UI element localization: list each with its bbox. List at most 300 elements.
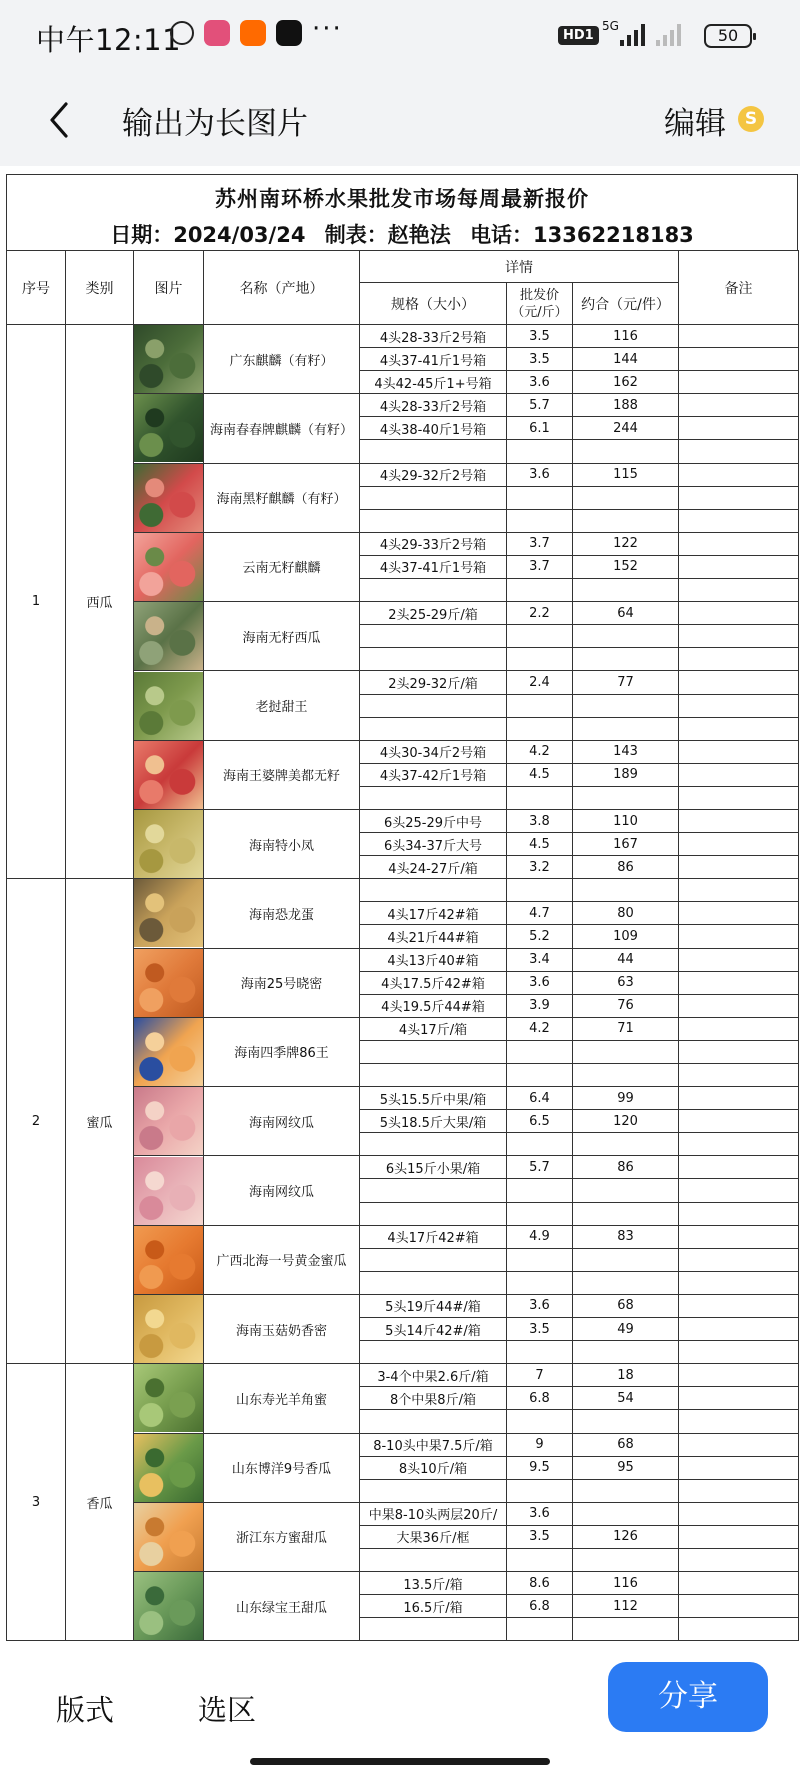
cell-spec — [360, 625, 507, 648]
cell-remark — [679, 1064, 799, 1087]
cell-spec: 4头28-33斤2号箱 — [360, 325, 507, 348]
cell-spec: 8-10头中果7.5斤/箱 — [360, 1433, 507, 1456]
fruit-photo — [134, 810, 203, 878]
cell-price: 3.7 — [507, 532, 573, 555]
cell-spec — [360, 486, 507, 509]
cell-per-box: 126 — [573, 1525, 679, 1548]
cell-spec: 4头37-41斤1号箱 — [360, 555, 507, 578]
cell-per-box: 167 — [573, 833, 679, 856]
hd-badge: HD1 — [558, 26, 599, 45]
cell-remark — [679, 1248, 799, 1271]
product-image — [134, 1017, 204, 1086]
fruit-photo — [134, 1087, 203, 1155]
cell-per-box — [573, 1271, 679, 1294]
cell-price: 3.7 — [507, 555, 573, 578]
cell-price — [507, 1271, 573, 1294]
cell-remark — [679, 1618, 799, 1641]
signal-icon — [620, 22, 645, 46]
cell-per-box — [573, 440, 679, 463]
cell-price — [507, 648, 573, 671]
fruit-photo — [134, 325, 203, 393]
cell-price — [507, 1341, 573, 1364]
cell-per-box — [573, 1410, 679, 1433]
cell-per-box — [573, 648, 679, 671]
cell-price: 5.2 — [507, 925, 573, 948]
cell-per-box — [573, 1179, 679, 1202]
cell-remark — [679, 1271, 799, 1294]
cell-per-box — [573, 1202, 679, 1225]
cell-spec: 4头13斤40#箱 — [360, 948, 507, 971]
cell-remark — [679, 1525, 799, 1548]
cell-per-box: 112 — [573, 1595, 679, 1618]
cell-spec: 6头25-29斤中号 — [360, 809, 507, 832]
product-image — [134, 1156, 204, 1225]
coin-icon: S — [738, 106, 764, 132]
cell-per-box: 162 — [573, 371, 679, 394]
cell-per-box: 116 — [573, 1572, 679, 1595]
cell-price: 4.7 — [507, 902, 573, 925]
cell-price: 9.5 — [507, 1456, 573, 1479]
cell-spec — [360, 579, 507, 602]
fruit-photo — [134, 1018, 203, 1086]
col-category: 类别 — [66, 251, 134, 325]
edit-button[interactable]: 编辑 — [664, 106, 726, 142]
cell-price — [507, 1202, 573, 1225]
cell-price: 6.5 — [507, 1110, 573, 1133]
table-row — [7, 325, 799, 348]
cell-per-box — [573, 879, 679, 902]
cell-remark — [679, 1087, 799, 1110]
product-image — [134, 879, 204, 948]
product-image — [134, 394, 204, 463]
cell-spec — [360, 1410, 507, 1433]
sheet-header — [6, 174, 798, 250]
cell-remark — [679, 602, 799, 625]
product-name: 广东麒麟（有籽） — [204, 325, 360, 394]
cell-per-box: 115 — [573, 463, 679, 486]
fruit-photo — [134, 1364, 203, 1432]
cell-remark — [679, 809, 799, 832]
cell-spec — [360, 1271, 507, 1294]
cell-price: 2.2 — [507, 602, 573, 625]
cell-price: 3.9 — [507, 994, 573, 1017]
cell-remark — [679, 371, 799, 394]
cell-per-box — [573, 1064, 679, 1087]
price-table — [6, 250, 799, 1641]
product-name: 山东绿宝王甜瓜 — [204, 1572, 360, 1641]
product-name: 老挝甜王 — [204, 671, 360, 740]
fruit-photo — [134, 1295, 203, 1363]
cell-remark — [679, 1179, 799, 1202]
cell-spec — [360, 440, 507, 463]
product-name: 海南网纹瓜 — [204, 1156, 360, 1225]
fruit-photo — [134, 1503, 203, 1571]
long-image-preview[interactable] — [0, 166, 800, 1646]
cell-per-box — [573, 1479, 679, 1502]
cell-per-box — [573, 1618, 679, 1641]
product-name: 山东寿光羊角蜜 — [204, 1364, 360, 1433]
cell-remark — [679, 1479, 799, 1502]
cell-remark — [679, 763, 799, 786]
product-image — [134, 463, 204, 532]
cell-spec — [360, 1548, 507, 1571]
cell-spec: 4头29-33斤2号箱 — [360, 532, 507, 555]
cell-spec: 5头18.5斤大果/箱 — [360, 1110, 507, 1133]
cell-spec — [360, 1341, 507, 1364]
cell-remark — [679, 463, 799, 486]
cell-price: 3.5 — [507, 1525, 573, 1548]
fruit-photo — [134, 464, 203, 532]
cell-remark — [679, 579, 799, 602]
cell-remark — [679, 1294, 799, 1317]
cell-price: 5.7 — [507, 394, 573, 417]
group-no: 1 — [7, 325, 66, 879]
product-image — [134, 671, 204, 740]
cell-remark — [679, 1410, 799, 1433]
cell-remark — [679, 856, 799, 879]
share-button[interactable]: 分享 — [608, 1662, 768, 1732]
cell-price: 4.5 — [507, 763, 573, 786]
signal-2-icon — [656, 22, 681, 46]
cell-spec — [360, 1040, 507, 1063]
cell-spec: 2头25-29斤/箱 — [360, 602, 507, 625]
cell-price — [507, 625, 573, 648]
cell-remark — [679, 1456, 799, 1479]
cell-per-box: 143 — [573, 740, 679, 763]
bottom-bar — [0, 1646, 800, 1778]
fruit-photo — [134, 1434, 203, 1502]
cell-per-box — [573, 1040, 679, 1063]
cell-remark — [679, 1225, 799, 1248]
cell-per-box: 77 — [573, 671, 679, 694]
page-title: 输出为长图片 — [122, 106, 308, 142]
cell-per-box: 80 — [573, 902, 679, 925]
cell-remark — [679, 648, 799, 671]
cell-per-box: 95 — [573, 1456, 679, 1479]
cell-price: 3.6 — [507, 1502, 573, 1525]
cell-spec — [360, 786, 507, 809]
col-details: 详情 — [360, 251, 679, 283]
cell-remark — [679, 971, 799, 994]
product-name: 海南25号晓密 — [204, 948, 360, 1017]
cell-per-box: 54 — [573, 1387, 679, 1410]
cell-remark — [679, 348, 799, 371]
fruit-photo — [134, 602, 203, 670]
fruit-photo — [134, 1572, 203, 1640]
cell-remark — [679, 1548, 799, 1571]
product-name: 海南网纹瓜 — [204, 1087, 360, 1156]
group-category: 香瓜 — [66, 1364, 134, 1641]
cell-spec: 8个中果8斤/箱 — [360, 1387, 507, 1410]
product-name: 广西北海一号黄金蜜瓜 — [204, 1225, 360, 1294]
cell-price: 3.4 — [507, 948, 573, 971]
cell-price — [507, 509, 573, 532]
cell-spec — [360, 879, 507, 902]
layout-button[interactable]: 版式 — [56, 1693, 115, 1727]
product-name: 浙江东方蜜甜瓜 — [204, 1502, 360, 1571]
cell-remark — [679, 786, 799, 809]
cell-spec: 4头38-40斤1号箱 — [360, 417, 507, 440]
cell-price — [507, 1548, 573, 1571]
sheet-title: 苏州南环桥水果批发市场每周最新报价 — [215, 187, 589, 211]
cell-remark — [679, 1502, 799, 1525]
cell-price — [507, 1133, 573, 1156]
cell-price — [507, 579, 573, 602]
product-image — [134, 740, 204, 809]
cell-price: 6.1 — [507, 417, 573, 440]
cell-price: 6.8 — [507, 1387, 573, 1410]
cell-spec: 大果36斤/框 — [360, 1525, 507, 1548]
cell-per-box: 152 — [573, 555, 679, 578]
product-image — [134, 1572, 204, 1641]
status-app-icons — [170, 20, 302, 46]
cell-remark — [679, 325, 799, 348]
cell-spec: 5头15.5斤中果/箱 — [360, 1087, 507, 1110]
fruit-photo — [134, 879, 203, 947]
network-type: 5G — [602, 19, 619, 33]
cell-spec: 中果8-10头两层20斤/ — [360, 1502, 507, 1525]
cell-per-box: 44 — [573, 948, 679, 971]
cell-remark — [679, 717, 799, 740]
cell-per-box: 122 — [573, 532, 679, 555]
status-time: 中午12:11 — [36, 23, 182, 57]
cell-price: 3.6 — [507, 371, 573, 394]
col-spec: 规格（大小） — [360, 283, 507, 325]
product-image — [134, 1225, 204, 1294]
cell-spec — [360, 1479, 507, 1502]
cell-per-box: 76 — [573, 994, 679, 1017]
cell-price: 6.4 — [507, 1087, 573, 1110]
col-remark: 备注 — [679, 251, 799, 325]
cell-remark — [679, 694, 799, 717]
fruit-photo — [134, 949, 203, 1017]
cell-per-box — [573, 1248, 679, 1271]
cell-price: 4.9 — [507, 1225, 573, 1248]
sheet-date: 日期：2024/03/24 — [110, 223, 306, 247]
cell-spec: 4头30-34斤2号箱 — [360, 740, 507, 763]
group-category: 西瓜 — [66, 325, 134, 879]
cell-remark — [679, 671, 799, 694]
cell-spec: 6头34-37斤大号 — [360, 833, 507, 856]
cell-spec: 4头17.5斤42#箱 — [360, 971, 507, 994]
cell-price — [507, 879, 573, 902]
cell-per-box — [573, 717, 679, 740]
cell-price: 3.5 — [507, 348, 573, 371]
back-arrow-icon[interactable] — [40, 98, 80, 142]
cell-per-box: 49 — [573, 1318, 679, 1341]
cell-remark — [679, 1572, 799, 1595]
status-bar — [0, 0, 800, 76]
cell-spec — [360, 1248, 507, 1271]
alarm-icon — [170, 21, 194, 45]
cell-remark — [679, 509, 799, 532]
cell-price: 3.5 — [507, 325, 573, 348]
cell-spec — [360, 1179, 507, 1202]
product-image — [134, 1087, 204, 1156]
cell-remark — [679, 1318, 799, 1341]
product-image — [134, 532, 204, 601]
select-area-button[interactable]: 选区 — [198, 1693, 257, 1727]
cell-remark — [679, 486, 799, 509]
group-no: 2 — [7, 879, 66, 1364]
cell-spec: 13.5斤/箱 — [360, 1572, 507, 1595]
price-sheet — [6, 174, 798, 1641]
fruit-photo — [134, 394, 203, 462]
cell-price: 3.5 — [507, 1318, 573, 1341]
cell-per-box — [573, 625, 679, 648]
cell-per-box: 83 — [573, 1225, 679, 1248]
cell-price: 3.8 — [507, 809, 573, 832]
cell-spec: 4头17斤/箱 — [360, 1017, 507, 1040]
product-name: 云南无籽麒麟 — [204, 532, 360, 601]
cell-price — [507, 1064, 573, 1087]
app-pink-icon — [204, 20, 230, 46]
cell-spec: 4头42-45斤1+号箱 — [360, 371, 507, 394]
cell-price — [507, 717, 573, 740]
cell-remark — [679, 740, 799, 763]
cell-price — [507, 1479, 573, 1502]
cell-price: 3.2 — [507, 856, 573, 879]
cell-spec — [360, 717, 507, 740]
cell-price — [507, 1248, 573, 1271]
cell-remark — [679, 902, 799, 925]
cell-spec: 4头29-32斤2号箱 — [360, 463, 507, 486]
cell-spec: 4头24-27斤/箱 — [360, 856, 507, 879]
cell-price: 2.4 — [507, 671, 573, 694]
cell-per-box — [573, 1548, 679, 1571]
cell-per-box: 116 — [573, 325, 679, 348]
cell-spec: 4头21斤44#箱 — [360, 925, 507, 948]
cell-remark — [679, 417, 799, 440]
cell-remark — [679, 879, 799, 902]
cell-per-box — [573, 1341, 679, 1364]
app-record-icon — [276, 20, 302, 46]
cell-per-box: 68 — [573, 1433, 679, 1456]
product-name: 海南特小凤 — [204, 809, 360, 878]
product-name: 海南玉菇奶香密 — [204, 1294, 360, 1363]
cell-remark — [679, 440, 799, 463]
sheet-meta — [7, 213, 797, 249]
cell-price — [507, 486, 573, 509]
col-price: 批发价（元/斤） — [507, 283, 573, 325]
group-no: 3 — [7, 1364, 66, 1641]
cell-spec — [360, 1064, 507, 1087]
table-row — [7, 1364, 799, 1387]
cell-per-box — [573, 694, 679, 717]
cell-price — [507, 1410, 573, 1433]
cell-spec: 8头10斤/箱 — [360, 1456, 507, 1479]
cell-spec — [360, 648, 507, 671]
cell-per-box: 64 — [573, 602, 679, 625]
fruit-photo — [134, 741, 203, 809]
product-name: 山东博洋9号香瓜 — [204, 1433, 360, 1502]
battery-icon: 50 — [704, 24, 752, 48]
fruit-photo — [134, 1157, 203, 1225]
product-name: 海南春春牌麒麟（有籽） — [204, 394, 360, 463]
fruit-photo — [134, 1226, 203, 1294]
product-image — [134, 809, 204, 878]
fruit-photo — [134, 533, 203, 601]
more-status-icon: ··· — [312, 14, 343, 44]
cell-per-box: 63 — [573, 971, 679, 994]
cell-price: 9 — [507, 1433, 573, 1456]
cell-remark — [679, 948, 799, 971]
cell-per-box: 86 — [573, 856, 679, 879]
col-image: 图片 — [134, 251, 204, 325]
cell-remark — [679, 925, 799, 948]
cell-remark — [679, 1156, 799, 1179]
cell-remark — [679, 833, 799, 856]
sheet-maker: 制表：赵艳法 — [324, 223, 451, 247]
cell-price: 4.5 — [507, 833, 573, 856]
cell-price: 3.6 — [507, 971, 573, 994]
cell-price — [507, 1618, 573, 1641]
cell-per-box: 244 — [573, 417, 679, 440]
cell-per-box — [573, 786, 679, 809]
cell-price — [507, 1179, 573, 1202]
cell-spec — [360, 1202, 507, 1225]
product-image — [134, 948, 204, 1017]
cell-price: 4.2 — [507, 740, 573, 763]
cell-per-box: 110 — [573, 809, 679, 832]
group-category: 蜜瓜 — [66, 879, 134, 1364]
cell-remark — [679, 1133, 799, 1156]
cell-spec: 4头37-42斤1号箱 — [360, 763, 507, 786]
cell-remark — [679, 1433, 799, 1456]
cell-remark — [679, 1110, 799, 1133]
title-bar — [0, 76, 800, 166]
col-no: 序号 — [7, 251, 66, 325]
col-name: 名称（产地） — [204, 251, 360, 325]
cell-price: 4.2 — [507, 1017, 573, 1040]
cell-remark — [679, 1040, 799, 1063]
cell-price: 7 — [507, 1364, 573, 1387]
cell-remark — [679, 1387, 799, 1410]
cell-per-box: 18 — [573, 1364, 679, 1387]
cell-spec: 5头19斤44#/箱 — [360, 1294, 507, 1317]
cell-remark — [679, 994, 799, 1017]
cell-remark — [679, 1595, 799, 1618]
product-name: 海南恐龙蛋 — [204, 879, 360, 948]
cell-remark — [679, 394, 799, 417]
cell-per-box — [573, 1133, 679, 1156]
cell-per-box: 188 — [573, 394, 679, 417]
product-image — [134, 1364, 204, 1433]
cell-remark — [679, 1017, 799, 1040]
col-per-box: 约合（元/件） — [573, 283, 679, 325]
cell-remark — [679, 1202, 799, 1225]
product-image — [134, 602, 204, 671]
product-name: 海南黑籽麒麟（有籽） — [204, 463, 360, 532]
cell-price — [507, 440, 573, 463]
product-image — [134, 1294, 204, 1363]
home-indicator — [250, 1758, 550, 1765]
cell-spec: 4头17斤42#箱 — [360, 902, 507, 925]
cell-price — [507, 786, 573, 809]
cell-price: 3.6 — [507, 1294, 573, 1317]
cell-per-box: 68 — [573, 1294, 679, 1317]
cell-price: 3.6 — [507, 463, 573, 486]
cell-per-box — [573, 579, 679, 602]
fruit-photo — [134, 672, 203, 740]
cell-remark — [679, 1364, 799, 1387]
cell-per-box: 99 — [573, 1087, 679, 1110]
cell-per-box: 120 — [573, 1110, 679, 1133]
product-image — [134, 1502, 204, 1571]
cell-spec: 5头14斤42#/箱 — [360, 1318, 507, 1341]
cell-per-box — [573, 1502, 679, 1525]
cell-spec: 6头15斤小果/箱 — [360, 1156, 507, 1179]
